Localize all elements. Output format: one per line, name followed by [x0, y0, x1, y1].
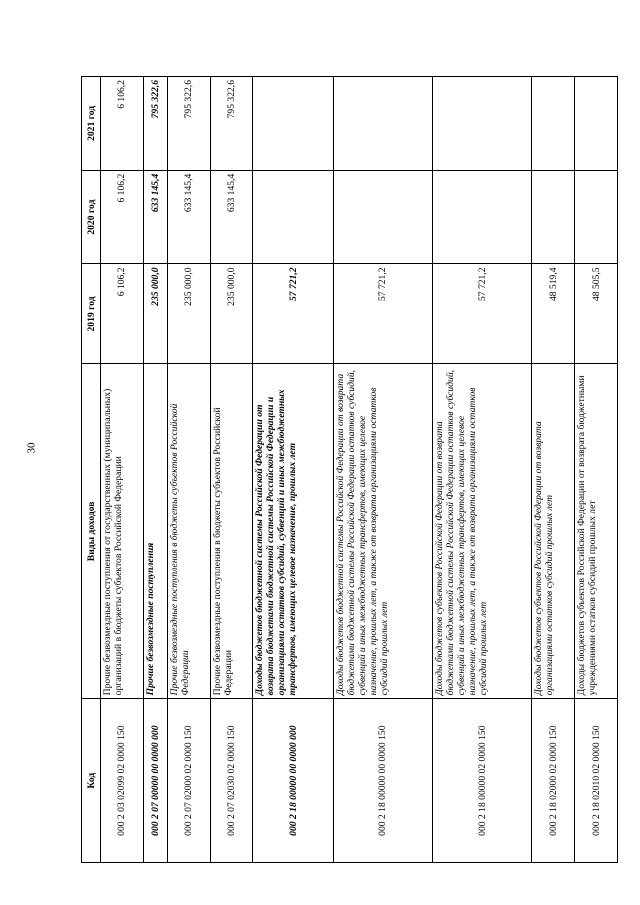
table-header-row: [82, 77, 101, 863]
header-2019: 2019 год: [82, 264, 101, 364]
value-2020-cell: [253, 170, 333, 264]
revenue-name-cell: Доходы бюджетов бюджетной системы Российской Федерации от возврата бюджетами бюджетной системы Российской Федерации остатков субсидий, субвенций и иных межбюджетных трансфертов, имеющих целевое назначение, прошлых лет, а также от возврата организациями остатков субсидий прошлых лет: [333, 364, 432, 699]
code-cell: 000 2 18 00000 00 0000 000: [253, 699, 333, 863]
value-2021-cell: 795 322,6: [143, 77, 167, 171]
revenue-name-cell: Доходы бюджетов субъектов Российской Федерации от возврата бюджетными учреждениями остатков субсидий прошлых лет: [575, 364, 618, 699]
value-2021-cell: [433, 77, 532, 171]
value-2019-cell: 57 721,2: [253, 264, 333, 364]
value-2020-cell: [575, 170, 618, 264]
value-2021-cell: 795 322,6: [210, 77, 253, 171]
header-revenue-type: Виды доходов: [82, 364, 101, 699]
revenue-table: [81, 76, 618, 863]
table-row: [210, 77, 253, 863]
value-2020-cell: 6 106,2: [101, 170, 144, 264]
revenue-name-cell: Доходы бюджетов бюджетной системы Российской Федерации от возврата бюджетами бюджетной системы Российской Федерации и организациями остатков субсидий, субвенций и иных межбюджетных трансфертов, имеющих целевое назначение, прошлых лет: [253, 364, 333, 699]
table-row: [253, 77, 333, 863]
value-2021-cell: [333, 77, 432, 171]
value-2021-cell: 795 322,6: [167, 77, 210, 171]
code-cell: 000 2 07 00000 00 0000 000: [143, 699, 167, 863]
value-2021-cell: [253, 77, 333, 171]
code-cell: 000 2 18 00000 00 0000 150: [333, 699, 432, 863]
value-2019-cell: 48 519,4: [532, 264, 575, 364]
table-row: [532, 77, 575, 863]
code-cell: 000 2 18 02000 02 0000 150: [532, 699, 575, 863]
table-row: [143, 77, 167, 863]
value-2020-cell: [333, 170, 432, 264]
page-number: 30: [25, 442, 38, 454]
value-2019-cell: 235 000,0: [167, 264, 210, 364]
table-row: [167, 77, 210, 863]
value-2020-cell: 633 145,4: [210, 170, 253, 264]
revenue-name-cell: Прочие безвозмездные поступления от государственных (муниципальных) организаций в бюджеты субъектов Российской Федерации: [101, 364, 144, 699]
rotated-table-container: [81, 76, 618, 863]
code-cell: 000 2 18 02010 02 0000 150: [575, 699, 618, 863]
value-2019-cell: 48 505,5: [575, 264, 618, 364]
value-2020-cell: 633 145,4: [167, 170, 210, 264]
value-2019-cell: 235 000,0: [143, 264, 167, 364]
code-cell: 000 2 07 02030 02 0000 150: [210, 699, 253, 863]
revenue-name-cell: Доходы бюджетов субъектов Российской Федерации от возврата бюджетами бюджетной системы Российской Федерации остатков субсидий, субвенций и иных межбюджетных трансфертов, имеющих целевое назначение, прошлых лет, а также от возврата организациями остатков субсидий прошлых лет: [433, 364, 532, 699]
table-row: [101, 77, 144, 863]
value-2019-cell: 235 000,0: [210, 264, 253, 364]
table-row: [433, 77, 532, 863]
value-2020-cell: [532, 170, 575, 264]
value-2019-cell: 6 106,2: [101, 264, 144, 364]
code-cell: 000 2 18 00000 02 0000 150: [433, 699, 532, 863]
code-cell: 000 2 03 02099 02 0000 150: [101, 699, 144, 863]
header-2021: 2021 год: [82, 77, 101, 171]
value-2019-cell: 57 721,2: [433, 264, 532, 364]
revenue-name-cell: Доходы бюджетов субъектов Российской Федерации от возврата организациями остатков субсидий прошлых лет: [532, 364, 575, 699]
value-2019-cell: 57 721,2: [333, 264, 432, 364]
value-2020-cell: [433, 170, 532, 264]
code-cell: 000 2 07 02000 02 0000 150: [167, 699, 210, 863]
revenue-name-cell: Прочие безвозмездные поступления в бюджеты субъектов Российской Федерации: [167, 364, 210, 699]
table-row: [575, 77, 618, 863]
header-2020: 2020 год: [82, 170, 101, 264]
value-2021-cell: 6 106,2: [101, 77, 144, 171]
value-2021-cell: [575, 77, 618, 171]
revenue-name-cell: Прочие безвозмездные поступления: [143, 364, 167, 699]
value-2020-cell: 633 145,4: [143, 170, 167, 264]
header-code: Код: [82, 699, 101, 863]
revenue-name-cell: Прочие безвозмездные поступления в бюджеты субъектов Российской Федерации: [210, 364, 253, 699]
value-2021-cell: [532, 77, 575, 171]
table-row: [333, 77, 432, 863]
